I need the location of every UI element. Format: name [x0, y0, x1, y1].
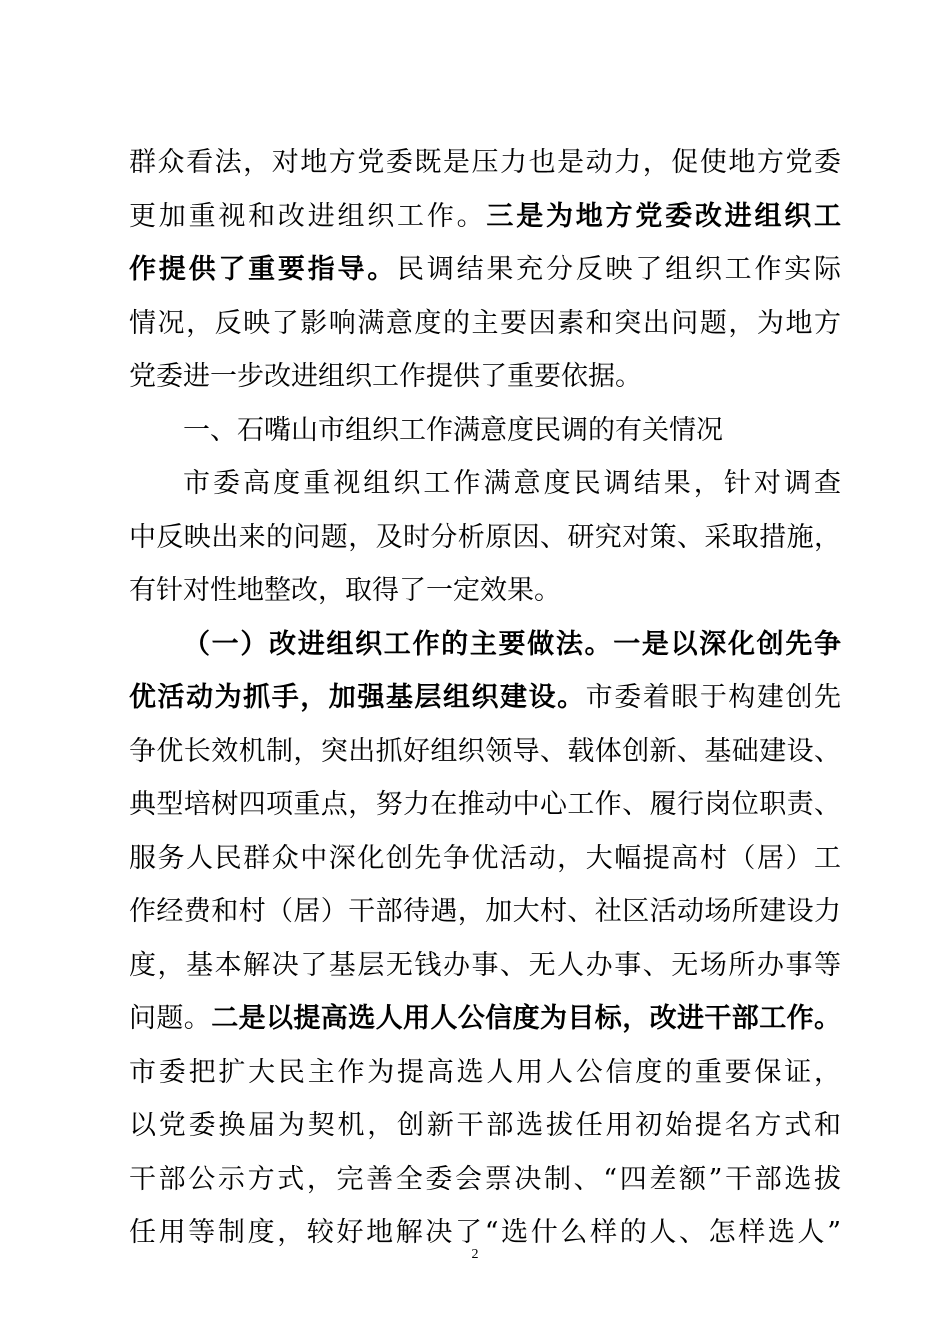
text-line [129, 832, 841, 886]
page-number: 2 [471, 1247, 479, 1262]
text-line [129, 457, 841, 511]
text-line [129, 1046, 841, 1100]
text-run: 群众看法，对地方党委既是压力也是动力，促使地方党委 [129, 147, 841, 178]
text-run: 中反映出来的问题，及时分析原因、研究对策、采取措施， [129, 521, 841, 553]
text-run: 争优长效机制，突出抓好组织领导、载体创新、基础建设、 [129, 735, 841, 767]
text-run: 民调结果充分反映了组织工作实际 [397, 254, 842, 285]
section-heading: 一、石嘴山市组织工作满意度民调的有关情况 [183, 414, 723, 446]
bold-text-run: 优活动为抓手，加强基层组织建设。 [129, 682, 586, 713]
text-run: 作经费和村（居）干部待遇，加大村、社区活动场所建设力 [129, 896, 841, 927]
document-body [129, 136, 841, 1260]
text-line [129, 511, 841, 565]
text-run: 任用等制度，较好地解决了“选什么样的人、怎样选人” [129, 1217, 841, 1248]
text-run: 市委高度重视组织工作满意度民调结果，针对调查 [183, 468, 841, 499]
text-line [129, 350, 841, 404]
text-line [129, 939, 841, 993]
text-run: 情况，反映了影响满意度的主要因素和突出问题，为地方 [129, 307, 841, 339]
text-line [129, 564, 841, 618]
bold-text-run: 作提供了重要指导。 [129, 254, 398, 285]
text-run: 党委进一步改进组织工作提供了重要依据。 [129, 361, 642, 392]
text-run: 问题。 [129, 1003, 212, 1034]
text-line [129, 671, 841, 725]
paragraph-intro [129, 136, 841, 404]
text-run: 市委把扩大民主作为提高选人用人公信度的重要保证， [129, 1056, 841, 1088]
text-run: 有针对性地整改，取得了一定效果。 [129, 575, 561, 606]
text-line [129, 778, 841, 832]
text-run: 干部公示方式，完善全委会票决制、“四差额”干部选拔 [129, 1163, 841, 1195]
text-run: 市委着眼于构建创先 [585, 682, 842, 713]
text-line [129, 618, 841, 672]
text-line [129, 1099, 841, 1153]
text-line [129, 725, 841, 779]
text-line [129, 190, 841, 244]
text-run: 度，基本解决了基层无钱办事、无人办事、无场所办事等 [129, 949, 841, 981]
text-run: 典型培树四项重点，努力在推动中心工作、履行岗位职责、 [129, 789, 841, 820]
text-run: 服务人民群众中深化创先争优活动，大幅提高村（居）工 [129, 842, 841, 874]
text-line [129, 297, 841, 351]
bold-text-run: 二是以提高选人用人公信度为目标，改进干部工作。 [211, 1003, 842, 1034]
text-run: 以党委换届为契机，创新干部选拔任用初始提名方式和 [129, 1110, 841, 1141]
text-line [129, 136, 841, 190]
text-line [129, 243, 841, 297]
text-run: 更加重视和改进组织工作。 [129, 200, 487, 232]
bold-text-run: 三是为地方党委改进组织工 [486, 200, 842, 232]
paragraph-2 [129, 457, 841, 618]
text-line [129, 992, 841, 1046]
text-line [129, 885, 841, 939]
bold-text-run: （一）改进组织工作的主要做法。一是以深化创先争 [183, 628, 841, 660]
text-line [129, 1153, 841, 1207]
paragraph-3 [129, 618, 841, 1260]
